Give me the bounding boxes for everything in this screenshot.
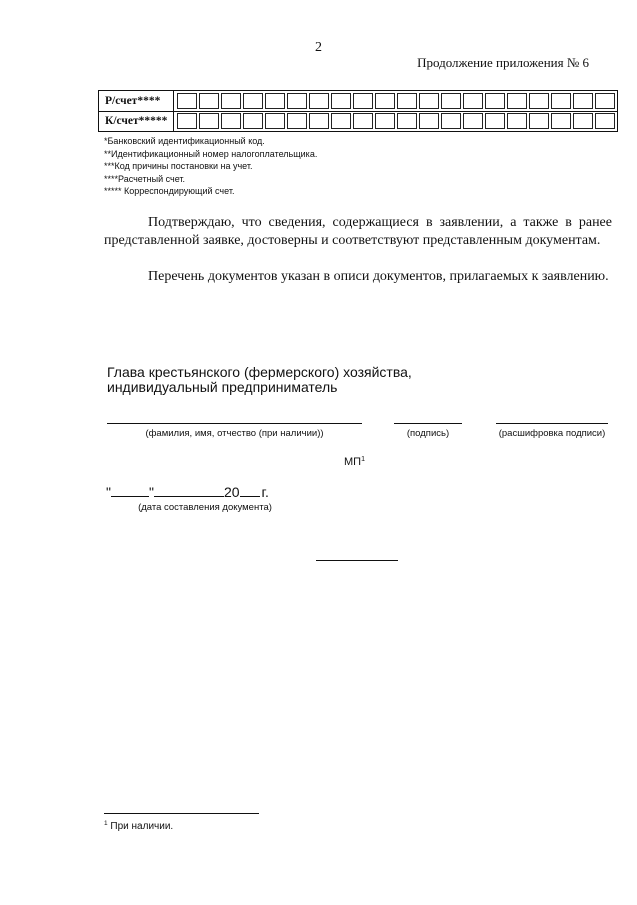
account-digit-cell[interactable] — [177, 113, 197, 129]
account-digit-cell[interactable] — [595, 93, 615, 109]
account-digit-cell[interactable] — [551, 113, 571, 129]
decoding-line — [496, 423, 608, 424]
account-digit-cell[interactable] — [573, 113, 593, 129]
account-cells-correspondent — [177, 113, 615, 129]
account-digit-cell[interactable] — [243, 113, 263, 129]
account-digit-cell[interactable] — [507, 113, 527, 129]
footnote-settlement-account: ****Расчетный счет. — [104, 173, 186, 184]
year-blank — [240, 484, 260, 497]
account-digit-cell[interactable] — [331, 93, 351, 109]
account-digit-cell[interactable] — [221, 113, 241, 129]
account-digit-cell[interactable] — [397, 113, 417, 129]
name-signature-line — [107, 423, 362, 424]
account-digit-cell[interactable] — [419, 93, 439, 109]
date-quote-close: " — [148, 484, 154, 500]
account-digit-cell[interactable] — [419, 113, 439, 129]
account-label-settlement: Р/счет**** — [99, 91, 174, 111]
account-row-correspondent — [99, 111, 617, 131]
account-digit-cell[interactable] — [485, 113, 505, 129]
caption-signature: (подпись) — [406, 428, 450, 439]
footnote-bik: *Банковский идентификационный код. — [104, 136, 265, 146]
account-digit-cell[interactable] — [375, 113, 395, 129]
account-digit-cell[interactable] — [309, 93, 329, 109]
account-digit-cell[interactable] — [221, 93, 241, 109]
footnote-separator — [104, 813, 259, 814]
account-digit-cell[interactable] — [287, 113, 307, 129]
account-digit-cell[interactable] — [243, 93, 263, 109]
account-digit-cell[interactable] — [199, 113, 219, 129]
account-row-settlement — [99, 91, 617, 112]
stamp-footnote-marker: 1 — [361, 456, 365, 463]
bottom-footnote-marker: 1 — [104, 820, 108, 827]
caption-full-name: (фамилия, имя, отчество (при наличии)) — [145, 428, 324, 439]
account-digit-cell[interactable] — [287, 93, 307, 109]
account-digit-cell[interactable] — [265, 93, 285, 109]
footnote-inn: **Идентификационный номер налогоплательщика. — [104, 148, 318, 159]
account-digit-cell[interactable] — [485, 93, 505, 109]
documents-list-paragraph: Перечень документов указан в описи документов, прилагаемых к заявлению. — [148, 269, 609, 284]
account-digit-cell[interactable] — [529, 113, 549, 129]
account-digit-cell[interactable] — [331, 113, 351, 129]
month-blank — [154, 484, 224, 497]
year-prefix: 20 — [223, 484, 240, 500]
year-suffix: г. — [261, 484, 269, 500]
signature-line — [394, 423, 462, 424]
document-end-separator — [316, 560, 398, 561]
account-digit-cell[interactable] — [177, 93, 197, 109]
account-digit-cell[interactable] — [375, 93, 395, 109]
account-digit-cell[interactable] — [529, 93, 549, 109]
account-digit-cell[interactable] — [199, 93, 219, 109]
account-digit-cell[interactable] — [309, 113, 329, 129]
footnotes-list — [104, 135, 317, 198]
accounts-table — [98, 90, 618, 132]
page-number: 2 — [315, 40, 322, 55]
account-digit-cell[interactable] — [441, 113, 461, 129]
account-digit-cell[interactable] — [397, 93, 417, 109]
signatory-title — [107, 365, 412, 395]
appendix-note: Продолжение приложения № 6 — [417, 55, 589, 70]
account-cells-settlement — [177, 93, 615, 109]
account-digit-cell[interactable] — [507, 93, 527, 109]
footnote-correspondent-account: ***** Корреспондирующий счет. — [104, 186, 235, 197]
account-digit-cell[interactable] — [441, 93, 461, 109]
account-digit-cell[interactable] — [265, 113, 285, 129]
account-digit-cell[interactable] — [353, 93, 373, 109]
account-digit-cell[interactable] — [353, 113, 373, 129]
confirmation-paragraph: Подтверждаю, что сведения, содержащиеся в заявлении, а также в ранее представленной заявке, достоверны и соответствуют представленным документам. — [104, 215, 612, 248]
caption-decoding: (расшифровка подписи) — [498, 428, 606, 439]
account-digit-cell[interactable] — [595, 113, 615, 129]
stamp-place — [344, 456, 365, 468]
signatory-title-line1: Глава крестьянского (фермерского) хозяйства, — [107, 364, 412, 380]
footnote-kpp: ***Код причины постановки на учет. — [104, 161, 253, 172]
account-digit-cell[interactable] — [463, 93, 483, 109]
account-digit-cell[interactable] — [463, 113, 483, 129]
date-quote-open: " — [106, 484, 111, 500]
account-label-correspondent: К/счет***** — [99, 111, 174, 131]
stamp-label: МП — [344, 456, 362, 468]
date-field — [106, 484, 269, 500]
caption-date: (дата составления документа) — [138, 502, 272, 513]
account-digit-cell[interactable] — [551, 93, 571, 109]
account-digit-cell[interactable] — [573, 93, 593, 109]
signatory-title-line2: индивидуальный предприниматель — [107, 379, 338, 395]
day-blank — [111, 484, 149, 497]
bottom-footnote — [104, 820, 173, 832]
bottom-footnote-text: При наличии. — [110, 821, 174, 832]
